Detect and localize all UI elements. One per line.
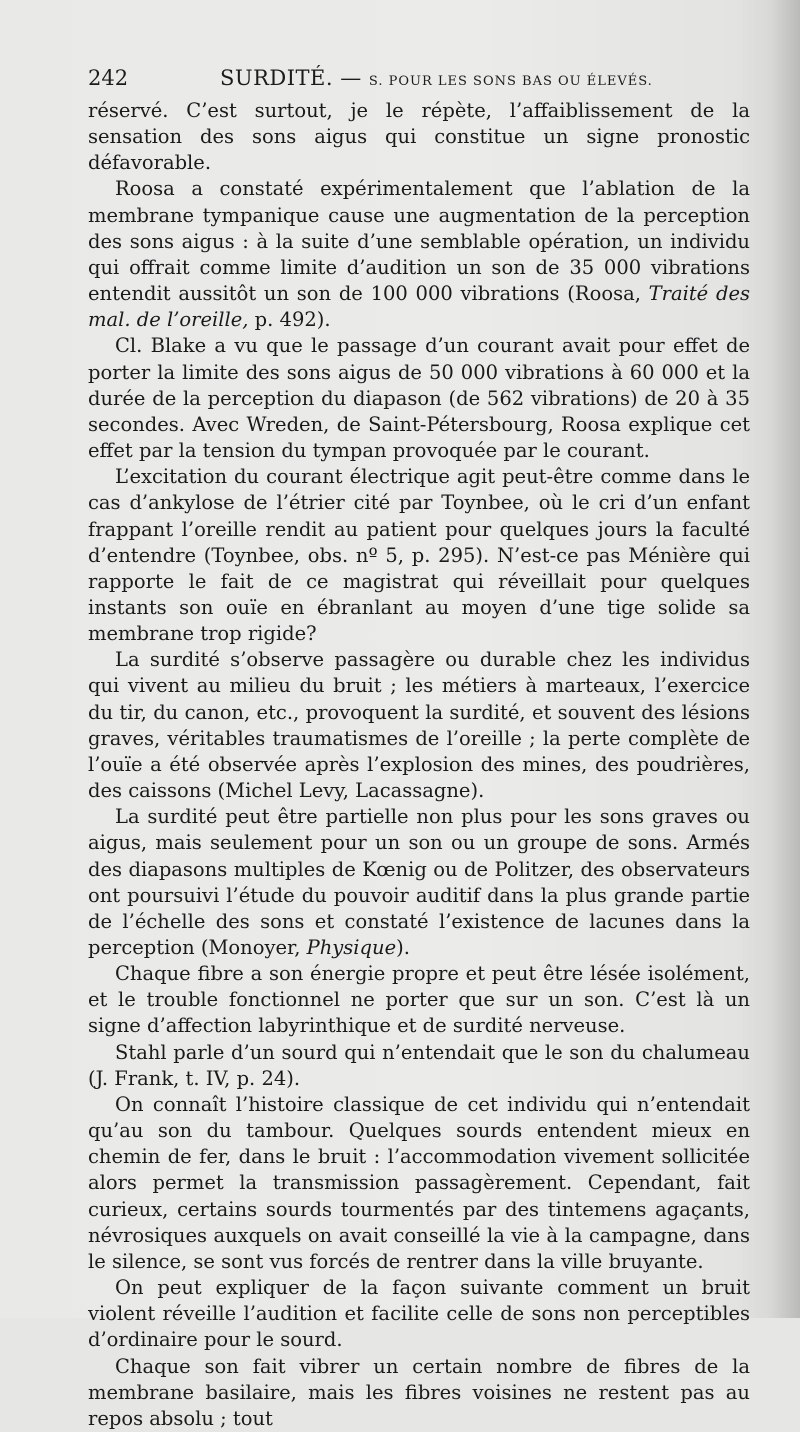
- running-title-main: SURDITÉ. —: [220, 66, 369, 90]
- running-head: [88, 64, 748, 94]
- paragraph: L’excitation du courant électrique agit peut-être comme dans le cas d’ankylose de l’étrier cité par Toynbee, où le cri d’un enfant frappant l’oreille rendit au patient pour quelques jours la faculté d’entendre (Toynbee, obs. nº 5, p. 295). N’est-ce pas Ménière qui rapporte le fait de ce magistrat qui réveillait pour quelques instants son ouïe en ébranlant au moyen d’une tige solide sa membrane trop rigide?: [88, 465, 750, 646]
- paragraph: Chaque son fait vibrer un certain nombre de fibres de la membrane basilaire, mais les fibres voisines ne restent pas au repos absolu ; tout: [88, 1354, 750, 1430]
- paragraph-text: Roosa a constaté expérimentalement que l’ablation de la membrane tympanique cause une augmentation de la perception des sons aigus : à la suite d’une semblable opération, un individu qui offrait comme limite d’audition un son de 35 000 vibrations entendit aussitôt un son de 100 000 vibrations (Roosa,: [88, 177, 750, 306]
- paragraph: [88, 176, 750, 333]
- paragraph-text: p. 492).: [248, 308, 331, 332]
- page-number: 242: [88, 66, 129, 90]
- paragraph: On peut expliquer de la façon suivante comment un bruit violent réveille l’audition et facilite celle de sons non perceptibles d’ordinaire pour le sourd.: [88, 1276, 750, 1352]
- paragraph-text: La surdité peut être partielle non plus pour les sons graves ou aigus, mais seulement pour un son ou un groupe de sons. Armés des diapasons multiples de Kœnig ou de Politzer, des observateurs ont poursuivi l’étude du pouvoir auditif dans la plus grande partie de l’échelle des sons et constaté l’existence de lacunes dans la perception (Monoyer,: [88, 805, 750, 959]
- paragraph: Chaque fibre a son énergie propre et peut être lésée isolément, et le trouble fonctionnel ne porter que sur un son. C’est là un signe d’affection labyrinthique et de surdité nerveuse.: [88, 962, 750, 1038]
- body-text: [88, 98, 750, 1432]
- citation-title: Traité des mal. de l’oreille,: [88, 282, 750, 332]
- paragraph-text: ).: [396, 936, 410, 959]
- paragraph: [88, 804, 750, 961]
- paragraph: réservé. C’est surtout, je le répète, l’affaiblissement de la sensation des sons aigus qui constitue un signe pronostic défavorable.: [88, 99, 750, 175]
- citation-title: Physique: [306, 936, 397, 959]
- paragraph: La surdité s’observe passagère ou durable chez les individus qui vivent au milieu du bruit ; les métiers à marteaux, l’exercice du tir, du canon, etc., provoquent la surdité, et souvent des lésions graves, véritables traumatismes de l’oreille ; la perte complète de l’ouïe a été observée après l’explosion des mines, des poudrières, des caissons (Michel Levy, Lacassagne).: [88, 648, 750, 803]
- running-title-sub: S. POUR LES SONS BAS OU ÉLEVÉS.: [368, 74, 653, 89]
- paragraph: On connaît l’histoire classique de cet individu qui n’entendait qu’au son du tambour. Quelques sourds entendent mieux en chemin de fer, dans le bruit : l’accommodation vivement sollicitée alors permet la transmission passagèrement. Cependant, fait curieux, certains sourds tourmentés par des tintemens agaçants, névrosiques auxquels on avait conseillé la vie à la campagne, dans le silence, se sont vus forcés de rentrer dans la ville bruyante.: [88, 1092, 750, 1273]
- page-edge-shadow: [770, 0, 800, 1318]
- running-title: [220, 66, 653, 90]
- paragraph: Cl. Blake a vu que le passage d’un courant avait pour effet de porter la limite des sons aigus de 50 000 vibrations à 60 000 et la durée de la perception du diapason (de 562 vibrations) de 20 à 35 secondes. Avec Wreden, de Saint-Pétersbourg, Roosa explique cet effet par la tension du tympan provoquée par le courant.: [88, 334, 750, 463]
- paragraph: Stahl parle d’un sourd qui n’entendait que le son du chalumeau (J. Frank, t. IV, p. 24).: [88, 1040, 750, 1090]
